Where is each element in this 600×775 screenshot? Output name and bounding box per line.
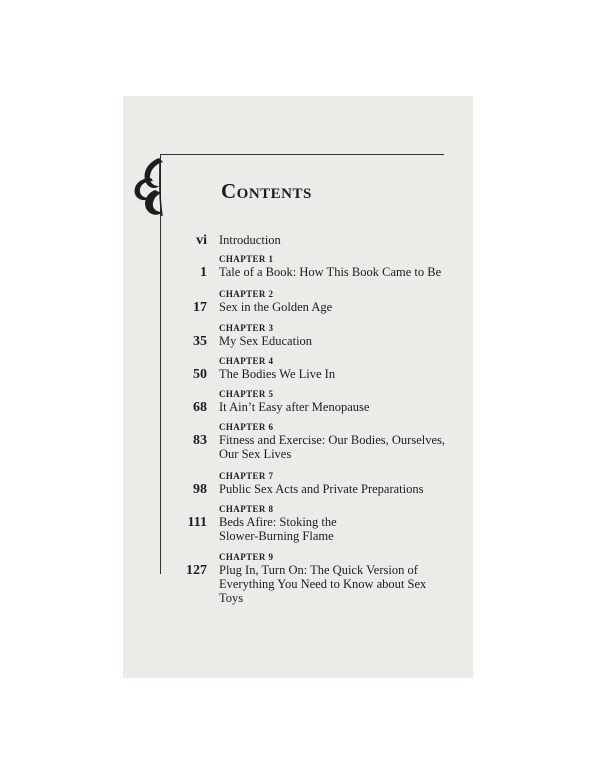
flourish-ornament-icon bbox=[129, 156, 167, 218]
page-number: 127 bbox=[186, 563, 207, 578]
chapter-label: CHAPTER 2 bbox=[219, 289, 274, 299]
chapter-label: CHAPTER 1 bbox=[219, 254, 274, 264]
entry-title: Plug In, Turn On: The Quick Version of Everything You Need to Know about Sex Toys bbox=[219, 563, 427, 605]
entry-title: Tale of a Book: How This Book Came to Be bbox=[219, 265, 442, 279]
entry-title: Fitness and Exercise: Our Bodies, Ourselves, Our Sex Lives bbox=[219, 433, 446, 461]
page-number: 98 bbox=[193, 482, 207, 497]
entry-title: Introduction bbox=[219, 233, 281, 247]
top-rule bbox=[160, 154, 444, 155]
entry-title: The Bodies We Live In bbox=[219, 367, 336, 381]
chapter-label: CHAPTER 8 bbox=[219, 504, 274, 514]
entry-title: It Ain’t Easy after Menopause bbox=[219, 400, 370, 414]
entry-title: Public Sex Acts and Private Preparations bbox=[219, 482, 424, 496]
entry-title: My Sex Education bbox=[219, 334, 313, 348]
entry-title: Sex in the Golden Age bbox=[219, 300, 333, 314]
chapter-label: CHAPTER 5 bbox=[219, 389, 274, 399]
page-title: Contents bbox=[221, 179, 312, 203]
book-page bbox=[123, 96, 473, 678]
entry-title: Beds Afire: Stoking the Slower-Burning Flame bbox=[219, 515, 337, 543]
page-number: 68 bbox=[193, 400, 207, 415]
page-number: 83 bbox=[193, 433, 207, 448]
chapter-label: CHAPTER 4 bbox=[219, 356, 274, 366]
page-number: 50 bbox=[193, 367, 207, 382]
page-number: 1 bbox=[200, 265, 207, 280]
page-number: 35 bbox=[193, 334, 207, 349]
chapter-label: CHAPTER 7 bbox=[219, 471, 274, 481]
page-number: 111 bbox=[187, 515, 207, 530]
chapter-label: CHAPTER 3 bbox=[219, 323, 274, 333]
chapter-label: CHAPTER 6 bbox=[219, 422, 274, 432]
page-number: 17 bbox=[193, 300, 207, 315]
chapter-label: CHAPTER 9 bbox=[219, 552, 274, 562]
page-number: vi bbox=[196, 233, 207, 248]
